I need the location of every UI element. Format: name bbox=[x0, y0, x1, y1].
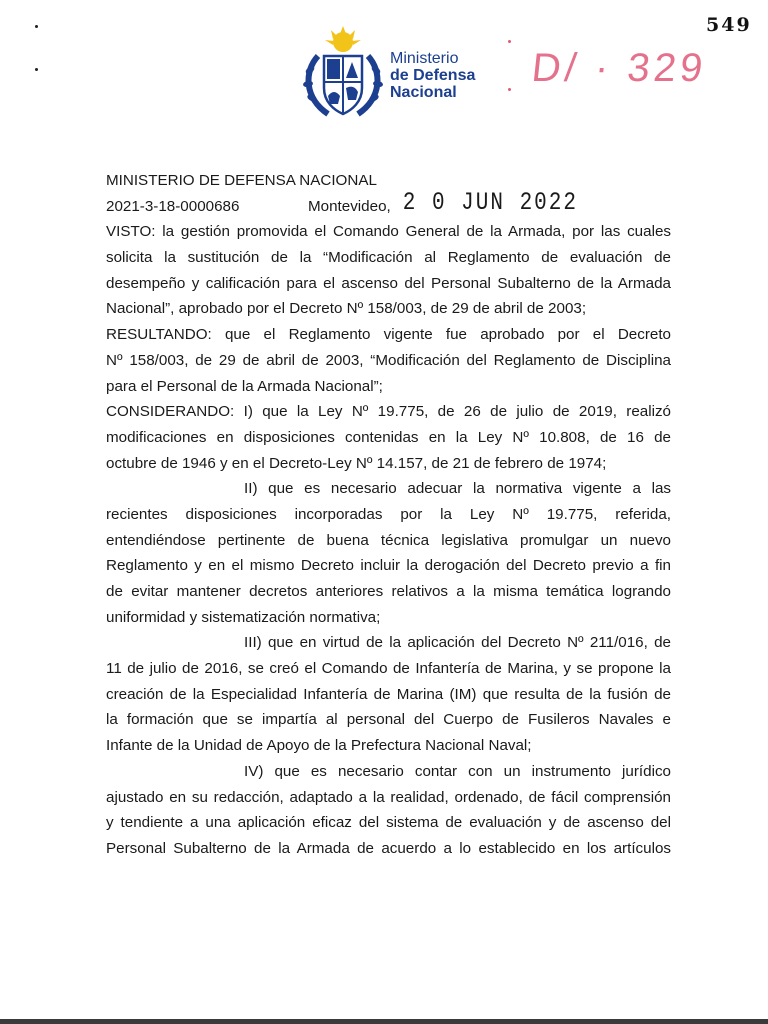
ministry-logo-text bbox=[390, 50, 475, 101]
paragraph-line: de evitar mantener decretos anteriores relativos a la misma temática logrando bbox=[106, 583, 671, 600]
scan-bottom-edge bbox=[0, 1019, 768, 1024]
paragraph-line: ajustado en su redacción, adaptado a la realidad, ordenado, de fácil comprensión bbox=[106, 788, 671, 806]
date-stamp: 2 0 JUN 2022 bbox=[402, 189, 578, 217]
paragraph-line: creación de la Especialidad Infantería de Marina (IM) que resulta de la fusión de bbox=[106, 685, 671, 703]
paragraph-line: VISTO: la gestión promovida el Comando General de la Armada, por las cuales bbox=[106, 223, 671, 241]
paragraph-line: III) que en virtud de la aplicación del Decreto Nº 211/016, de bbox=[244, 634, 671, 652]
paragraph-line: Infante de la Unidad de Apoyo de la Prefectura Nacional Naval; bbox=[106, 737, 532, 755]
paragraph-line: desempeño y calificación para el ascenso del Personal Subalterno de la Armada bbox=[106, 274, 671, 292]
office-heading: MINISTERIO DE DEFENSA NACIONAL bbox=[106, 172, 377, 189]
paragraph-line: II) que es necesario adecuar la normativa vigente a las bbox=[244, 480, 671, 498]
paragraph-line: octubre de 1946 y en el Decreto-Ley Nº 14.157, de 21 de febrero de 1974; bbox=[106, 454, 607, 472]
document-number-stamp: D/ · 329 bbox=[529, 46, 709, 90]
ministry-line-3: Nacional bbox=[390, 84, 457, 101]
reference-row bbox=[106, 189, 671, 220]
paragraph-line: Nº 158/003, de 29 de abril de 2003, “Modificación del Reglamento de Disciplina bbox=[106, 351, 671, 369]
place-label: Montevideo, bbox=[308, 197, 391, 215]
paragraph-line: uniformidad y sistematización normativa; bbox=[106, 608, 381, 626]
paragraph-line: Reglamento y en el mismo Decreto incluir la derogación del Decreto previo a fin bbox=[106, 557, 671, 575]
page-number: 549 bbox=[706, 14, 752, 36]
paragraph-line: para el Personal de la Armada Nacional”; bbox=[106, 377, 383, 395]
stamp-mark bbox=[508, 88, 511, 91]
paragraph-line: IV) que es necesario contar con un instrumento jurídico bbox=[244, 762, 671, 780]
paragraph-line: modificaciones en disposiciones contenidas en la Ley Nº 10.808, de 16 de bbox=[106, 428, 671, 446]
document-body bbox=[106, 168, 671, 862]
scan-mark bbox=[35, 25, 38, 28]
ministry-line-1: Ministerio bbox=[390, 50, 459, 67]
paragraph-line: Nacional”, aprobado por el Decreto Nº 158/003, de 29 de abril de 2003; bbox=[106, 300, 587, 318]
paragraph-line: 11 de julio de 2016, se creó el Comando de Infantería de Marina, y se propone la bbox=[106, 660, 671, 678]
coat-of-arms-logo bbox=[298, 26, 388, 122]
stamp-mark bbox=[508, 40, 511, 43]
paragraph-line: y tendiente a una aplicación eficaz del sistema de evaluación y de ascenso del bbox=[106, 814, 671, 832]
paragraph-line: recientes disposiciones incorporadas por la Ley Nº 19.775, referida, bbox=[106, 505, 671, 523]
paragraph-line: RESULTANDO: que el Reglamento vigente fue aprobado por el Decreto bbox=[106, 326, 671, 344]
paragraph-line: Personal Subalterno de la Armada de acuerdo a lo establecido en los artículos bbox=[106, 839, 671, 857]
expediente-number: 2021-3-18-0000686 bbox=[106, 197, 240, 215]
scan-mark bbox=[35, 68, 38, 71]
paragraph-line: entendiéndose pertinente de buena técnica legislativa promulgar un nuevo bbox=[106, 531, 671, 549]
paragraph-line: solicita la sustitución de la “Modificación al Reglamento de evaluación de bbox=[106, 249, 671, 267]
ministry-line-2: de Defensa bbox=[390, 67, 476, 84]
paragraph-line: la formación que se impartía al personal del Cuerpo de Fusileros Navales e bbox=[106, 711, 671, 729]
paragraph-line: CONSIDERANDO: I) que la Ley Nº 19.775, de 26 de julio de 2019, realizó bbox=[106, 403, 671, 421]
